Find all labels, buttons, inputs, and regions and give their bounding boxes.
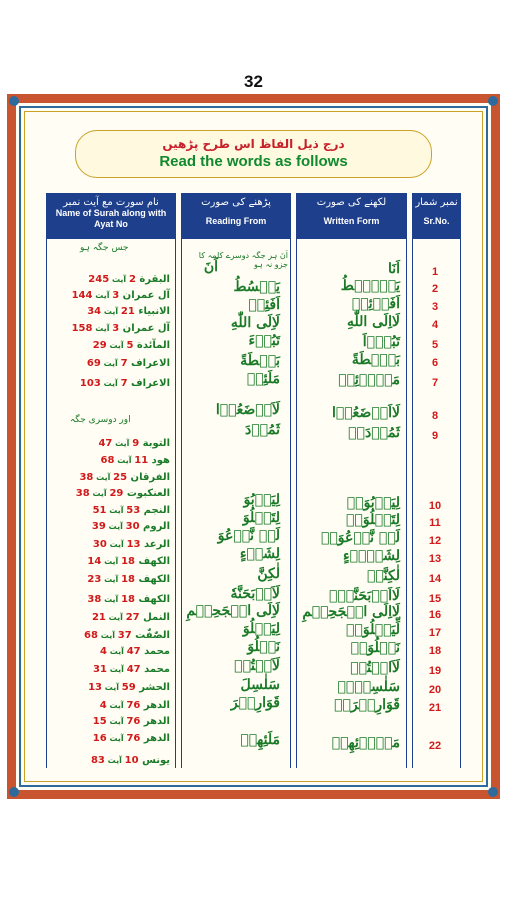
written-form-word: لَنۡ نَّدۡعُوَا۟	[320, 530, 400, 546]
ayat-label: آیت	[92, 324, 113, 333]
corner-ornament-icon	[9, 96, 19, 106]
surah-number: 53	[126, 505, 141, 516]
ayat-number: 144	[71, 290, 93, 301]
surah-number: 5	[126, 340, 134, 351]
surah-name: الاعراف	[127, 378, 170, 389]
surah-name: الدھر	[140, 700, 170, 711]
ayat-label: آیت	[101, 557, 122, 566]
reading-form-word: ثَمُوۡدَ	[244, 422, 280, 438]
surah-name: الکهف	[135, 556, 170, 567]
serial-number: 6	[431, 357, 439, 369]
reading-form-word: لَاِلَى الۡجَحِيۡمِ	[186, 603, 280, 619]
urdu-title: درج ذیل الفاظ اس طرح پڑھیں	[162, 137, 345, 151]
col-header-surah-urdu: نام سورت مع آیت نمبر	[63, 197, 159, 208]
surah-name: العنكبوت	[123, 488, 170, 499]
ayat-label: آیت	[106, 540, 127, 549]
ayat-label: آیت	[100, 359, 121, 368]
reading-form-word: لَاَنۡتُمۡ	[234, 658, 280, 674]
title-banner	[75, 130, 432, 178]
ayat-label: آیت	[106, 506, 127, 515]
surah-number: 76	[126, 700, 141, 711]
serial-number: 15	[428, 593, 442, 605]
surah-reference	[93, 716, 170, 727]
surah-number: 27	[125, 612, 140, 623]
col-header-written-urdu: لکھنے کی صورت	[316, 197, 387, 208]
ayat-number: 14	[87, 556, 102, 567]
ayat-number: 13	[88, 682, 102, 693]
ayat-label: آیت	[106, 665, 127, 674]
surah-name: یونس	[138, 755, 170, 766]
written-form-word: لِتَتۡلُوَا۟	[346, 512, 400, 528]
written-form-word: لَااِلَى الۡجَحِيۡمِ	[302, 604, 400, 620]
written-form-word: لَااَذۡبَحَنَّهٗۤ	[328, 588, 400, 604]
reading-form-word: تَبُوۡءَ	[248, 333, 280, 349]
ayat-number: 23	[87, 574, 102, 585]
ayat-label: آیت	[104, 756, 125, 765]
reading-form-word: مَلَئِهِمۡ	[240, 732, 280, 748]
reading-note: اَنَ ہر جگہ دوسرے کلمہ کا جزو نہ ہو	[198, 251, 288, 269]
surah-name: الکهف	[135, 594, 170, 605]
surah-reference	[87, 556, 170, 567]
surah-reference	[87, 574, 170, 585]
ayat-label: آیت	[106, 734, 127, 743]
written-form-word: لِشَاۡىۡءٍ	[343, 548, 400, 564]
ayat-number: 15	[92, 716, 107, 727]
ayat-label: آیت	[102, 683, 122, 692]
reading-form-word: لِشَىۡءٍ	[239, 546, 280, 562]
written-form-word: لِيَرۡبُوَا۟	[346, 495, 400, 511]
surah-name: الفرقان	[127, 472, 170, 483]
serial-number: 5	[431, 339, 439, 351]
reading-form-word: نَبۡلُوَ	[247, 639, 280, 655]
ayat-label: آیت	[101, 575, 122, 584]
english-title: Read the words as follows	[159, 153, 348, 170]
ayat-number: 34	[87, 306, 102, 317]
ayat-number: 29	[92, 340, 107, 351]
surah-reference	[93, 505, 170, 516]
surah-reference	[88, 274, 170, 285]
ayat-number: 4	[99, 646, 107, 657]
reading-form-word: بَسۡطَةً	[240, 353, 280, 369]
ayat-number: 4	[99, 700, 107, 711]
ayat-label: آیت	[109, 275, 129, 284]
serial-number: 17	[428, 627, 442, 639]
surah-reference	[72, 323, 170, 334]
surah-name: الکهف	[135, 574, 170, 585]
surah-reference	[88, 682, 170, 693]
surah-name: هود	[148, 455, 170, 466]
surah-reference	[93, 664, 170, 675]
ayat-number: 68	[100, 455, 115, 466]
written-form-word: لٰكِنَّا۟	[366, 568, 400, 584]
surah-number: 47	[126, 664, 141, 675]
ayat-number: 245	[88, 274, 110, 285]
surah-reference	[91, 755, 170, 766]
ayat-number: 30	[92, 539, 107, 550]
reading-form-word: سَلٰسِلَ	[240, 677, 280, 693]
ayat-number: 38	[79, 472, 94, 483]
ayat-number: 83	[90, 755, 105, 766]
col-header-sr	[412, 193, 461, 239]
corner-ornament-icon	[9, 787, 19, 797]
surah-number: 25	[113, 472, 128, 483]
ayat-label: آیت	[106, 701, 127, 710]
surah-number: 13	[126, 539, 141, 550]
surah-name: النجم	[140, 505, 170, 516]
col-header-surah-english: Name of Surah along with Ayat No	[55, 208, 167, 229]
ayat-number: 69	[86, 358, 101, 369]
surah-name: محمد	[140, 664, 170, 675]
ayat-number: 103	[79, 378, 101, 389]
corner-ornament-icon	[488, 96, 498, 106]
surah-reference	[100, 700, 170, 711]
surah-name: الدھر	[140, 733, 170, 744]
surah-number: 76	[126, 733, 141, 744]
ayat-number: 47	[98, 438, 113, 449]
col-header-written	[296, 193, 407, 239]
note-jis-jagah: جس جگہ ہو	[80, 243, 129, 253]
serial-number: 22	[428, 740, 442, 752]
written-form-word: بَصۜۡطَةً	[351, 352, 400, 368]
serial-number: 3	[431, 301, 439, 313]
serial-number: 21	[428, 702, 442, 714]
surah-name: الدھر	[140, 716, 170, 727]
surah-number: 18	[121, 574, 135, 585]
written-form-word: يَبۡصُۜطُ	[340, 278, 400, 294]
written-form-word: سَلٰسِلَا۟	[337, 679, 400, 695]
reading-form-word: مَلَئِهٖ	[246, 371, 280, 387]
reading-form-word: لِيَبۡلُوَ	[242, 621, 280, 637]
ayat-label: آیت	[105, 522, 126, 531]
written-form-word: اَنَا	[387, 261, 400, 277]
serial-number: 19	[428, 665, 442, 677]
surah-name: الحشر	[135, 682, 170, 693]
ayat-number: 39	[91, 521, 106, 532]
reading-form-word: لِيَرۡبُوَ	[243, 492, 280, 508]
surah-name: الاعراف	[127, 358, 170, 369]
ayat-number: 51	[92, 505, 107, 516]
ayat-label: آیت	[106, 341, 127, 350]
serial-number: 2	[431, 283, 439, 295]
surah-name: الانبیاء	[134, 306, 170, 317]
page-number: 32	[244, 72, 263, 91]
ayat-number: 16	[92, 733, 107, 744]
serial-number: 10	[428, 500, 442, 512]
surah-number: 11	[134, 455, 149, 466]
col-header-sr-urdu: نمبر شمار	[415, 197, 458, 208]
ayat-number: 38	[87, 594, 102, 605]
surah-number: 30	[125, 521, 140, 532]
surah-reference	[76, 488, 170, 499]
reading-form-word: لَاِلَى اللّٰهِ	[230, 315, 280, 331]
surah-number: 18	[121, 556, 135, 567]
reading-form-word: اَفَئِنۡ	[248, 297, 280, 313]
ayat-label: آیت	[101, 307, 121, 316]
surah-name: المآئدة	[133, 340, 170, 351]
col-header-sr-english: Sr.No.	[423, 216, 450, 226]
serial-number: 1	[431, 266, 439, 278]
ayat-label: آیت	[89, 489, 110, 498]
surah-number: 2	[128, 274, 136, 285]
serial-number: 18	[428, 645, 442, 657]
surah-name: البقرة	[135, 274, 170, 285]
serial-number: 13	[428, 553, 442, 565]
surah-number: 47	[126, 646, 141, 657]
written-form-word: اَفَا۟ئِنۡ	[351, 296, 400, 312]
ayat-label: آیت	[106, 647, 127, 656]
surah-number: 3	[112, 290, 120, 301]
surah-number: 76	[126, 716, 141, 727]
surah-reference	[80, 378, 170, 389]
serial-number: 8	[431, 410, 439, 422]
reading-form-word: لِتَتۡلُوَ	[242, 510, 280, 526]
surah-reference	[101, 455, 170, 466]
surah-reference	[87, 594, 170, 605]
surah-name: الروم	[139, 521, 170, 532]
written-form-word: مَلَا۟ئِهٖ	[338, 372, 400, 388]
ayat-label: آیت	[93, 473, 114, 482]
note-aur-dosri-jagah: اور دوسری جگہ	[70, 415, 131, 425]
ayat-label: آیت	[97, 631, 118, 640]
reading-form-word: لَاَوۡضَعُوۡا	[215, 402, 280, 418]
written-form-word: لَاَانۡتُمۡ	[350, 660, 400, 676]
surah-reference	[87, 358, 170, 369]
surah-number: 3	[112, 323, 120, 334]
ayat-label: آیت	[112, 439, 133, 448]
ayat-number: 31	[92, 664, 107, 675]
surah-number: 10	[124, 755, 139, 766]
reading-form-word: يَبۡسُطُ	[233, 279, 280, 295]
reading-form-word: اَنَ	[203, 259, 218, 275]
written-form-word: تَبُوۡٓاَ	[362, 334, 400, 350]
surah-number: 29	[109, 488, 124, 499]
surah-reference	[84, 630, 170, 641]
written-form-word: لَااِلَى اللّٰهِ	[347, 314, 400, 330]
written-form-word: ثَمُوۡدَا۟	[348, 425, 400, 441]
surah-name: آل عمران	[119, 290, 170, 301]
surah-number: 18	[121, 594, 135, 605]
col-header-reading	[181, 193, 291, 239]
ayat-label: آیت	[101, 595, 122, 604]
reading-form-word: لٰكِنَّ	[257, 566, 280, 582]
col-header-written-english: Written Form	[323, 216, 380, 226]
surah-name: التوبة	[139, 438, 170, 449]
surah-name: النمل	[139, 612, 170, 623]
surah-reference	[98, 438, 170, 449]
written-form-word: قَوَارِيۡرَا۟	[334, 697, 400, 713]
serial-number: 9	[431, 430, 439, 442]
corner-ornament-icon	[488, 787, 498, 797]
surah-number: 7	[120, 358, 128, 369]
serial-number: 7	[431, 377, 439, 389]
ayat-number: 21	[91, 612, 106, 623]
surah-number: 59	[121, 682, 136, 693]
serial-number: 16	[428, 609, 442, 621]
surah-reference	[87, 306, 170, 317]
ayat-number: 38	[75, 488, 90, 499]
serial-number: 20	[428, 684, 442, 696]
surah-reference	[93, 733, 170, 744]
col-header-reading-urdu: پڑھنے کی صورت	[201, 197, 271, 208]
col-header-reading-english: Reading From	[205, 216, 267, 226]
written-form-word: نَبۡلُوَا۟	[350, 640, 400, 656]
surah-number: 21	[120, 306, 135, 317]
ayat-number: 158	[71, 323, 93, 334]
surah-number: 7	[120, 378, 128, 389]
written-form-word: لَااَوۡضَعُوۡا	[331, 405, 400, 421]
surah-name: الصّٰفّٰت	[131, 630, 170, 641]
surah-name: الرعد	[140, 539, 170, 550]
written-form-word: لِّيَبۡلُوَا۟	[346, 622, 400, 638]
serial-number: 14	[428, 573, 442, 585]
reading-form-word: لَنۡ نَّدۡعُوَ	[217, 528, 280, 544]
ayat-label: آیت	[92, 291, 113, 300]
surah-number: 9	[132, 438, 140, 449]
ayat-label: آیت	[114, 456, 135, 465]
surah-name: محمد	[140, 646, 170, 657]
serial-number: 4	[431, 319, 439, 331]
ayat-label: آیت	[106, 717, 127, 726]
serial-number: 11	[429, 517, 441, 529]
ayat-number: 68	[84, 630, 98, 641]
surah-reference	[72, 290, 170, 301]
surah-number: 37	[117, 630, 132, 641]
reading-form-word: قَوَارِيۡرَ	[230, 695, 280, 711]
ayat-label: آیت	[100, 379, 121, 388]
surah-reference	[92, 612, 170, 623]
surah-reference	[92, 521, 170, 532]
ayat-label: آیت	[105, 613, 126, 622]
surah-reference	[79, 472, 170, 483]
surah-reference	[93, 340, 170, 351]
written-form-word: مَلَا۟ئِهِمۡ	[331, 735, 400, 751]
surah-reference	[100, 646, 170, 657]
surah-reference	[93, 539, 170, 550]
reading-form-word: لَاَذۡبَحَنَّهٗ	[230, 586, 280, 602]
serial-number: 12	[428, 535, 442, 547]
col-header-surah	[46, 193, 176, 239]
surah-name: آل عمران	[119, 323, 170, 334]
